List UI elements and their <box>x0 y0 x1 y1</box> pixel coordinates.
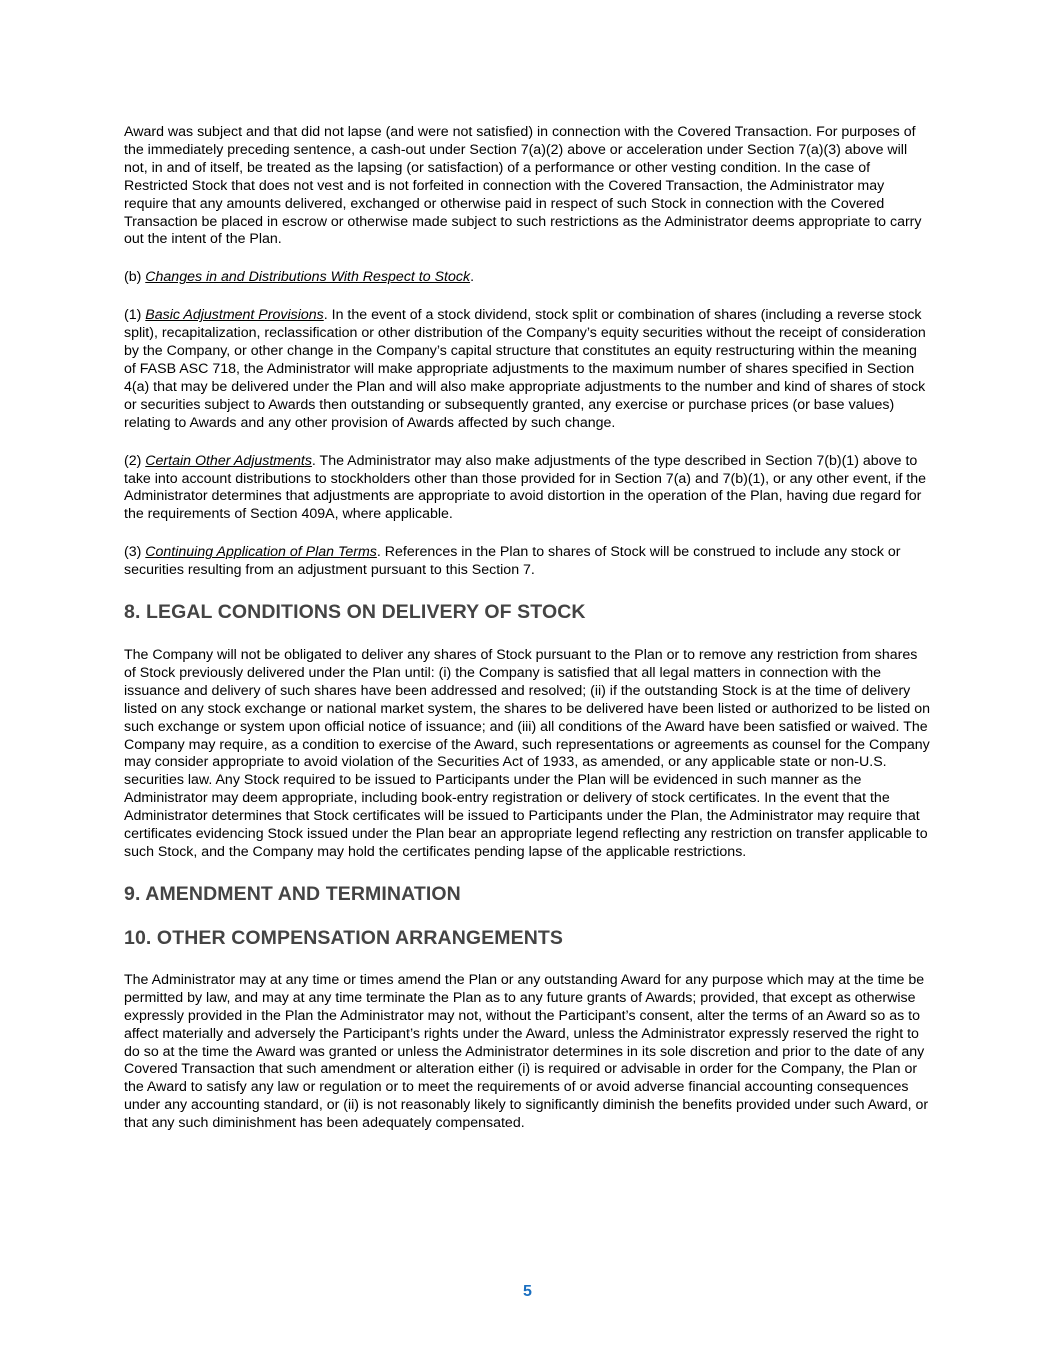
subsection-b3-title: Continuing Application of Plan Terms <box>145 544 377 561</box>
subsection-b2-paragraph <box>124 453 932 525</box>
intro-paragraph: Award was subject and that did not lapse (and were not satisfied) in connection with the Covered Transaction. For purposes of the immediately preceding sentence, a cash-out under Section 7(a)(2) above or acceleration under Section 7(a)(3) above will not, in and of itself, be treated as the lapsing (or satisfaction) of a performance or other vesting condition. In the case of Restricted Stock that does not vest and is not forfeited in connection with the Covered Transaction, the Administrator may require that any amounts delivered, exchanged or otherwise paid in respect of such Stock in connection with the Covered Transaction be placed in escrow or otherwise made subject to such restrictions as the Administrator deems appropriate to carry out the intent of the Plan. <box>124 124 922 248</box>
subsection-b3-text: . References in the Plan to shares of Stock will be construed to include any stock or securities resulting from an adjustment pursuant to this Section 7. <box>124 544 901 579</box>
section-10-paragraph: The Administrator may at any time or times amend the Plan or any outstanding Award for any purpose which may at the time be permitted by law, and may at any time terminate the Plan as to any future grants of Awards; provided, that except as otherwise expressly provided in the Plan the Administrator may not, without the Participant’s consent, alter the terms of an Award so as to affect materially and adversely the Participant’s rights under the Award, unless the Administrator expressly reserved the right to do so at the time the Award was granted or unless the Administrator determines in its sole discretion and prior to the date of any Covered Transaction that such amendment or alteration either (i) is required or advisable in order for the Company, the Plan or the Award to satisfy any law or regulation or to meet the requirements of or avoid adverse financial accounting consequences under any accounting standard, or (ii) is not reasonably likely to significantly diminish the benefits provided under such Award, or that any such diminishment has been adequately compensated. <box>124 971 929 1132</box>
page-number: 5 <box>523 1283 532 1300</box>
document-page <box>124 124 932 1133</box>
subsection-b1-paragraph <box>124 307 932 432</box>
subsection-b1-text: . In the event of a stock dividend, stock split or combination of shares (including a reverse stock split), recapitalization, reclassification or other distribution of the Company’s equity securities without the receipt of consideration by the Company, or other change in the Company’s capital structure that constitutes an equity restructuring within the meaning of FASB ASC 718, the Administrator will make appropriate adjustments to the maximum number of shares specified in Section 4(a) that may be delivered under the Plan and will also make appropriate adjustments to the number and kind of shares of stock or securities subject to Awards then outstanding or subsequently granted, any exercise or purchase prices (or base values) relating to Awards and any other provision of Awards affected by such change. <box>124 307 926 431</box>
subsection-b1-title: Basic Adjustment Provisions <box>145 307 324 324</box>
subsection-b2-text: . The Administrator may also make adjustments of the type described in Section 7(b)(1) above to take into account distributions to stockholders other than those provided for in Section 7(a) and 7(b)(1), or any other event, if the Administrator determines that adjustments are appropriate to avoid distortion in the operation of the Plan, having due regard for the requirements of Section 409A, where applicable. <box>124 452 927 523</box>
subsection-b-prefix: (b) <box>124 269 146 286</box>
section-10-heading: 10. OTHER COMPENSATION ARRANGEMENTS <box>124 926 564 949</box>
subsection-b-title: Changes in and Distributions With Respect to Stock <box>145 269 471 286</box>
section-9-heading: 9. AMENDMENT AND TERMINATION <box>124 882 461 905</box>
subsection-b-heading <box>124 269 932 287</box>
subsection-b3-paragraph <box>124 544 932 580</box>
subsection-b3-prefix: (3) <box>124 544 146 561</box>
subsection-b2-title: Certain Other Adjustments <box>145 452 312 469</box>
subsection-b-suffix: . <box>470 269 475 286</box>
section-8-paragraph: The Company will not be obligated to deliver any shares of Stock pursuant to the Plan or to remove any restriction from shares of Stock previously delivered under the Plan until: (i) the Company is satisfied that all legal matters in connection with the issuance and delivery of such shares have been addressed and resolved; (ii) if the outstanding Stock is at the time of delivery listed on any stock exchange or national market system, the shares to be delivered have been listed or authorized to be listed on such exchange or system upon official notice of issuance; and (iii) all conditions of the Award have been satisfied or waived. The Company may require, as a condition to exercise of the Award, such representations or agreements as counsel for the Company may consider appropriate to avoid violation of the Securities Act of 1933, as amended, or any applicable state or non-U.S. securities law. Any Stock required to be issued to Participants under the Plan will be evidenced in such manner as the Administrator may deem appropriate, including book-entry registration or delivery of stock certificates. In the event that the Administrator determines that Stock certificates will be issued to Participants under the Plan, the Administrator may require that certificates evidencing Stock issued under the Plan bear an appropriate legend reflecting any restriction on transfer applicable to such Stock, and the Company may hold the certificates pending lapse of the applicable restrictions. <box>124 647 931 860</box>
subsection-b2-prefix: (2) <box>124 452 146 469</box>
subsection-b1-prefix: (1) <box>124 307 146 324</box>
section-8-heading: 8. LEGAL CONDITIONS ON DELIVERY OF STOCK <box>124 601 586 624</box>
